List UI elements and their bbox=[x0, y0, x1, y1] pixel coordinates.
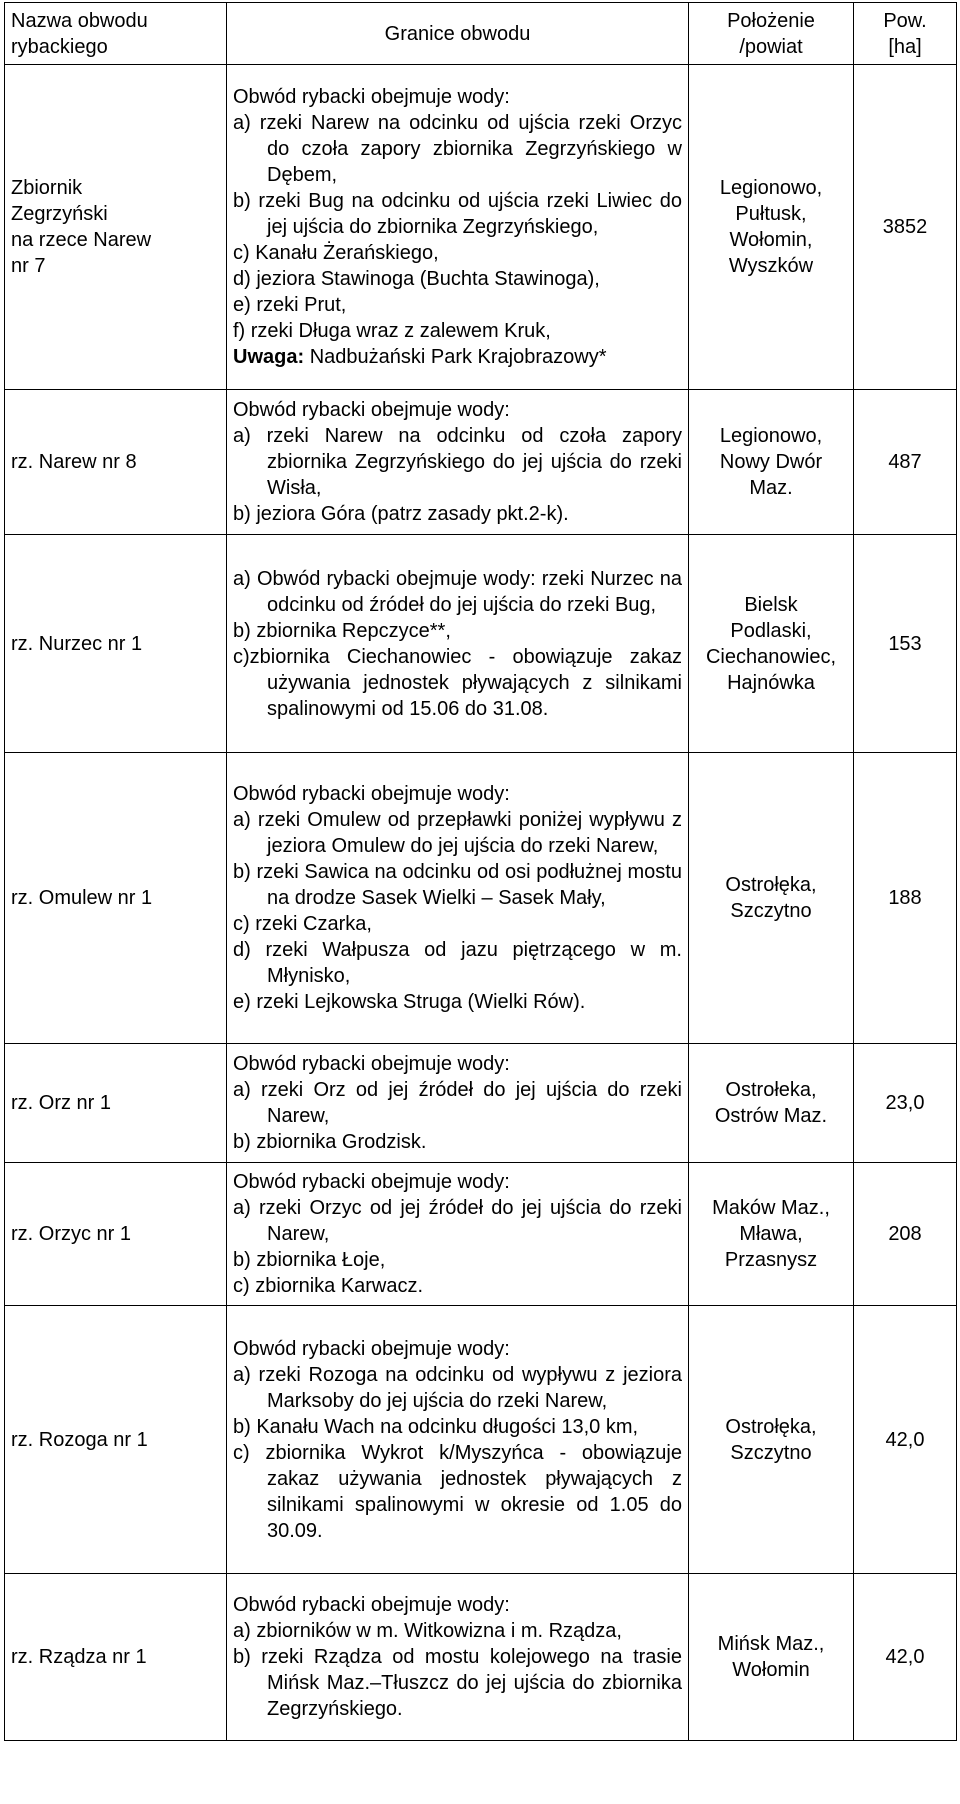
bounds-item: a) rzeki Narew na odcinku od ujścia rzeki Orzyc do czoła zapory zbiornika Zegrzyńskiego w Dębem, bbox=[233, 112, 682, 186]
table-row bbox=[5, 65, 957, 390]
bounds-item: f) rzeki Długa wraz z zalewem Kruk, bbox=[233, 320, 551, 342]
district-name bbox=[5, 1163, 227, 1306]
district-name-line: Zbiornik bbox=[11, 177, 83, 199]
district-area: 3852 bbox=[854, 65, 957, 390]
bounds-item: c) rzeki Czarka, bbox=[233, 913, 372, 935]
district-name-line: rz. Rządza nr 1 bbox=[11, 1646, 147, 1668]
bounds-item: b) rzeki Sawica na odcinku od osi podłużnej mostu na drodze Sasek Wielki – Sasek Mały, bbox=[233, 861, 682, 909]
bounds-item: d) rzeki Wałpusza od jazu piętrzącego w m. Młynisko, bbox=[233, 939, 682, 987]
bounds-item: d) jeziora Stawinoga (Buchta Stawinoga), bbox=[233, 268, 600, 290]
table-row bbox=[5, 390, 957, 535]
bounds-item: a) zbiorników w m. Witkowizna i m. Rządza, bbox=[233, 1620, 622, 1642]
fishing-districts-table bbox=[4, 2, 957, 1741]
bounds-item: c) zbiornika Wykrot k/Myszyńca - obowiązuje zakaz używania jednostek pływających z silnikami spalinowymi w okresie od 1.05 do 30.09. bbox=[233, 1441, 682, 1542]
bounds-item: b) jeziora Góra (patrz zasady pkt.2-k). bbox=[233, 503, 569, 525]
table-row bbox=[5, 1163, 957, 1306]
table-row bbox=[5, 1574, 957, 1741]
location-line: Wołomin bbox=[732, 1659, 810, 1681]
location-line: Ostrów Maz. bbox=[714, 1105, 828, 1127]
bounds-item: a) rzeki Narew na odcinku od czoła zapory zbiornika Zegrzyńskiego do jej ujścia do rzeki Wisła, bbox=[233, 425, 682, 499]
district-bounds bbox=[227, 65, 689, 390]
bounds-item: b) zbiornika Grodzisk. bbox=[233, 1131, 427, 1153]
district-area: 42,0 bbox=[854, 1306, 957, 1574]
location-line: Bielsk bbox=[744, 593, 798, 616]
bounds-item: c) zbiornika Karwacz. bbox=[233, 1275, 424, 1297]
district-name-line: rz. Orz nr 1 bbox=[11, 1092, 112, 1114]
location-line: Wyszków bbox=[728, 255, 814, 277]
location-line: Podlaski, bbox=[730, 619, 812, 642]
table-row bbox=[5, 1044, 957, 1163]
header-row bbox=[5, 3, 957, 65]
district-location bbox=[689, 390, 854, 535]
location-line: Ostrołęka, bbox=[725, 1415, 817, 1438]
table-row bbox=[5, 1306, 957, 1574]
location-line: Przasnysz bbox=[724, 1249, 818, 1271]
district-bounds bbox=[227, 390, 689, 535]
bounds-item: b) zbiornika Repczyce**, bbox=[233, 619, 451, 642]
bounds-item: a) Obwód rybacki obejmuje wody: rzeki Nurzec na odcinku od źródeł do jej ujścia do rzeki Bug, bbox=[233, 567, 682, 616]
district-area: 42,0 bbox=[854, 1574, 957, 1741]
bounds-item: b) Kanału Wach na odcinku długości 13,0 km, bbox=[233, 1415, 639, 1438]
note-line bbox=[233, 344, 682, 370]
bounds-item: b) zbiornika Łoje, bbox=[233, 1249, 386, 1271]
table-body bbox=[5, 65, 957, 1741]
location-line: Wołomin, bbox=[729, 229, 813, 251]
table-row bbox=[5, 535, 957, 753]
location-line: Szczytno bbox=[730, 1441, 812, 1464]
table-row bbox=[5, 753, 957, 1044]
district-name-line: na rzece Narew bbox=[11, 229, 152, 251]
district-name bbox=[5, 1574, 227, 1741]
district-area: 153 bbox=[854, 535, 957, 753]
bounds-item: a) rzeki Omulew od przepławki poniżej wypływu z jeziora Omulew do jej ujścia do rzeki Narew, bbox=[233, 809, 682, 857]
district-bounds bbox=[227, 1163, 689, 1306]
district-name-line: Zegrzyński bbox=[11, 203, 108, 225]
district-name bbox=[5, 390, 227, 535]
district-area: 188 bbox=[854, 753, 957, 1044]
district-name bbox=[5, 535, 227, 753]
bounds-intro: Obwód rybacki obejmuje wody: bbox=[233, 783, 510, 805]
bounds-item: a) rzeki Orz od jej źródeł do jej ujścia do rzeki Narew, bbox=[233, 1079, 682, 1127]
district-name bbox=[5, 65, 227, 390]
district-name-line: rz. Orzyc nr 1 bbox=[11, 1223, 132, 1245]
district-bounds bbox=[227, 1574, 689, 1741]
note-label: Uwaga: bbox=[233, 346, 305, 368]
bounds-item: b) rzeki Rządza od mostu kolejowego na trasie Mińsk Maz.–Tłuszcz do jej ujścia do zbiornika Zegrzyńskiego. bbox=[233, 1646, 682, 1720]
location-line: Ostrołeka, bbox=[725, 1079, 817, 1101]
bounds-intro: Obwód rybacki obejmuje wody: bbox=[233, 86, 510, 108]
location-line: Legionowo, bbox=[719, 425, 823, 447]
district-name bbox=[5, 1044, 227, 1163]
bounds-item: e) rzeki Prut, bbox=[233, 294, 347, 316]
note-text: Nadbużański Park Krajobrazowy* bbox=[309, 346, 607, 368]
location-line: Maz. bbox=[749, 477, 793, 499]
district-name bbox=[5, 1306, 227, 1574]
district-location bbox=[689, 535, 854, 753]
district-name-line: rz. Omulew nr 1 bbox=[11, 887, 153, 909]
bounds-item: b) rzeki Bug na odcinku od ujścia rzeki Liwiec do jej ujścia do zbiornika Zegrzyńskiego, bbox=[233, 190, 682, 238]
district-name-line: rz. Narew nr 8 bbox=[11, 451, 137, 473]
district-area: 23,0 bbox=[854, 1044, 957, 1163]
location-line: Szczytno bbox=[730, 900, 812, 922]
district-area: 487 bbox=[854, 390, 957, 535]
district-bounds bbox=[227, 535, 689, 753]
bounds-intro: Obwód rybacki obejmuje wody: bbox=[233, 1053, 510, 1075]
bounds-item: a) rzeki Rozoga na odcinku od wypływu z jeziora Marksoby do jej ujścia do rzeki Narew, bbox=[233, 1363, 682, 1412]
location-line: Ciechanowiec, bbox=[705, 645, 837, 668]
header-bounds: Granice obwodu bbox=[227, 3, 689, 65]
bounds-item: c) Kanału Żerańskiego, bbox=[233, 242, 439, 264]
bounds-item: e) rzeki Lejkowska Struga (Wielki Rów). bbox=[233, 991, 586, 1013]
location-line: Hajnówka bbox=[727, 671, 815, 694]
location-line: Mława, bbox=[739, 1223, 803, 1245]
district-bounds bbox=[227, 1306, 689, 1574]
header-location: Położenie /powiat bbox=[689, 3, 854, 65]
location-line: Pułtusk, bbox=[735, 203, 807, 225]
district-area: 208 bbox=[854, 1163, 957, 1306]
bounds-item: c)zbiornika Ciechanowiec - obowiązuje zakaz używania jednostek pływających z silnikami spalinowymi od 15.06 do 31.08. bbox=[233, 645, 682, 720]
district-location bbox=[689, 65, 854, 390]
district-location bbox=[689, 1044, 854, 1163]
header-area: Pow. [ha] bbox=[854, 3, 957, 65]
district-name-line: nr 7 bbox=[11, 255, 46, 277]
location-line: Maków Maz., bbox=[712, 1197, 830, 1219]
location-line: Ostrołęka, bbox=[725, 874, 817, 896]
location-line: Nowy Dwór bbox=[719, 451, 823, 473]
header-name: Nazwa obwodu rybackiego bbox=[5, 3, 227, 65]
location-line: Legionowo, bbox=[719, 177, 823, 199]
district-name-line: rz. Rozoga nr 1 bbox=[11, 1428, 148, 1451]
district-bounds bbox=[227, 1044, 689, 1163]
bounds-intro: Obwód rybacki obejmuje wody: bbox=[233, 399, 510, 421]
bounds-intro: Obwód rybacki obejmuje wody: bbox=[233, 1337, 510, 1360]
location-line: Mińsk Maz., bbox=[717, 1633, 825, 1655]
bounds-intro: Obwód rybacki obejmuje wody: bbox=[233, 1171, 510, 1193]
district-bounds bbox=[227, 753, 689, 1044]
district-name-line: rz. Nurzec nr 1 bbox=[11, 632, 143, 655]
bounds-item: a) rzeki Orzyc od jej źródeł do jej ujścia do rzeki Narew, bbox=[233, 1197, 682, 1245]
district-location bbox=[689, 1574, 854, 1741]
district-location bbox=[689, 1163, 854, 1306]
bounds-intro: Obwód rybacki obejmuje wody: bbox=[233, 1594, 510, 1616]
district-location bbox=[689, 1306, 854, 1574]
district-location bbox=[689, 753, 854, 1044]
district-name bbox=[5, 753, 227, 1044]
table-header bbox=[5, 3, 957, 65]
